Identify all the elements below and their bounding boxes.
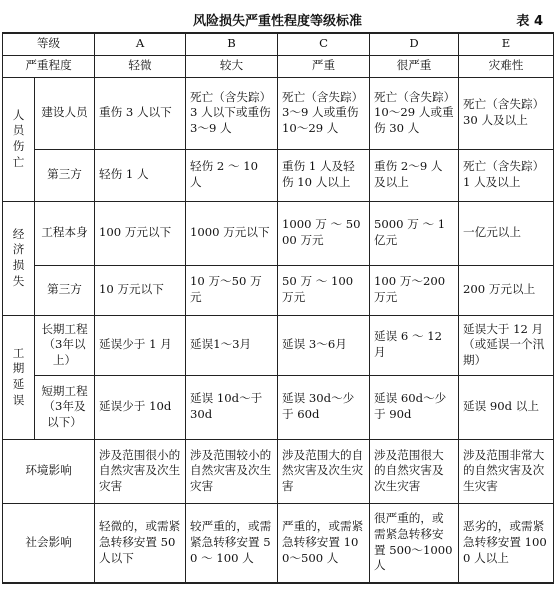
table-cell: 涉及范围非常大的自然灾害及次生灾害 bbox=[459, 439, 554, 503]
table-cell: 延误 60d～少于 90d bbox=[370, 375, 459, 439]
level-a: A bbox=[95, 33, 186, 55]
level-e: E bbox=[459, 33, 554, 55]
level-header-row bbox=[3, 33, 554, 55]
table-cell: 延误 90d 以上 bbox=[459, 375, 554, 439]
table-cell: 100 万～200 万元 bbox=[370, 265, 459, 315]
table-cell: 延误 6 ～ 12 月 bbox=[370, 315, 459, 375]
table-cell: 10 万～50 万元 bbox=[186, 265, 278, 315]
env-label: 环境影响 bbox=[3, 439, 95, 503]
table-cell: 10 万元以下 bbox=[95, 265, 186, 315]
table-title: 风险损失严重性程度等级标准 bbox=[192, 14, 362, 29]
table-header bbox=[0, 0, 555, 32]
table-cell: 轻伤 1 人 bbox=[95, 149, 186, 201]
table-cell: 死亡（含失踪）30 人及以上 bbox=[459, 77, 554, 149]
severity-e: 灾难性 bbox=[459, 55, 554, 77]
table-row bbox=[3, 375, 554, 439]
table-cell: 延误1～3月 bbox=[186, 315, 278, 375]
table-row bbox=[3, 201, 554, 265]
delay-sub-label: 短期工程（3年及以下） bbox=[35, 375, 95, 439]
table-cell: 重伤 1 人及轻伤 10 人以上 bbox=[278, 149, 370, 201]
table-cell: 涉及范围很大的自然灾害及次生灾害 bbox=[370, 439, 459, 503]
economic-sub-label: 工程本身 bbox=[35, 201, 95, 265]
personnel-group-label: 人员伤亡 bbox=[3, 77, 35, 201]
risk-severity-table bbox=[2, 32, 554, 584]
table-cell: 死亡（含失踪）1 人及以上 bbox=[459, 149, 554, 201]
level-d: D bbox=[370, 33, 459, 55]
economic-group-label: 经济损失 bbox=[3, 201, 35, 315]
severity-c: 严重 bbox=[278, 55, 370, 77]
social-label: 社会影响 bbox=[3, 503, 95, 583]
severity-b: 较大 bbox=[186, 55, 278, 77]
table-cell: 延误 3～6月 bbox=[278, 315, 370, 375]
severity-a: 轻微 bbox=[95, 55, 186, 77]
table-row bbox=[3, 315, 554, 375]
severity-label: 严重程度 bbox=[3, 55, 95, 77]
economic-sub-label: 第三方 bbox=[35, 265, 95, 315]
table-cell: 重伤 2～9 人及以上 bbox=[370, 149, 459, 201]
personnel-sub-label: 第三方 bbox=[35, 149, 95, 201]
table-cell: 涉及范围较小的自然灾害及次生灾害 bbox=[186, 439, 278, 503]
table-cell: 延误少于 1 月 bbox=[95, 315, 186, 375]
severity-d: 很严重 bbox=[370, 55, 459, 77]
personnel-sub-label: 建设人员 bbox=[35, 77, 95, 149]
table-cell: 200 万元以上 bbox=[459, 265, 554, 315]
table-cell: 轻伤 2 ～ 10 人 bbox=[186, 149, 278, 201]
table-cell: 延误 10d～于 30d bbox=[186, 375, 278, 439]
table-cell: 死亡（含失踪）10～29 人或重伤 30 人 bbox=[370, 77, 459, 149]
severity-header-row bbox=[3, 55, 554, 77]
table-cell: 轻微的，或需紧急转移安置 50 人以下 bbox=[95, 503, 186, 583]
level-c: C bbox=[278, 33, 370, 55]
table-cell: 死亡（含失踪）3～9 人或重伤 10～29 人 bbox=[278, 77, 370, 149]
table-cell: 5000 万 ～ 1 亿元 bbox=[370, 201, 459, 265]
table-cell: 死亡（含失踪）3 人以下或重伤 3～9 人 bbox=[186, 77, 278, 149]
table-cell: 较严重的，或需紧急转移安置 50 ～ 100 人 bbox=[186, 503, 278, 583]
table-row bbox=[3, 265, 554, 315]
table-cell: 1000 万元以下 bbox=[186, 201, 278, 265]
table-cell: 涉及范围很小的自然灾害及次生灾害 bbox=[95, 439, 186, 503]
table-cell: 1000 万 ～ 5000 万元 bbox=[278, 201, 370, 265]
level-b: B bbox=[186, 33, 278, 55]
table-cell: 涉及范围大的自然灾害及次生灾害 bbox=[278, 439, 370, 503]
delay-group-label: 工期延误 bbox=[3, 315, 35, 439]
table-cell: 延误 30d～少于 60d bbox=[278, 375, 370, 439]
table-row bbox=[3, 77, 554, 149]
table-row bbox=[3, 149, 554, 201]
table-cell: 一亿元以上 bbox=[459, 201, 554, 265]
table-cell: 延误少于 10d bbox=[95, 375, 186, 439]
table-row bbox=[3, 439, 554, 503]
table-cell: 延误大于 12 月（或延误一个汛期） bbox=[459, 315, 554, 375]
delay-sub-label: 长期工程（3年以上） bbox=[35, 315, 95, 375]
table-cell: 100 万元以下 bbox=[95, 201, 186, 265]
table-cell: 50 万 ～ 100 万元 bbox=[278, 265, 370, 315]
table-row bbox=[3, 503, 554, 583]
table-cell: 严重的，或需紧急转移安置 100～500 人 bbox=[278, 503, 370, 583]
table-cell: 恶劣的，或需紧急转移安置 1000 人以上 bbox=[459, 503, 554, 583]
level-label: 等级 bbox=[3, 33, 95, 55]
table-number: 表 4 bbox=[516, 14, 543, 29]
table-cell: 重伤 3 人以下 bbox=[95, 77, 186, 149]
table-cell: 很严重的，或需紧急转移安置 500～1000 人 bbox=[370, 503, 459, 583]
